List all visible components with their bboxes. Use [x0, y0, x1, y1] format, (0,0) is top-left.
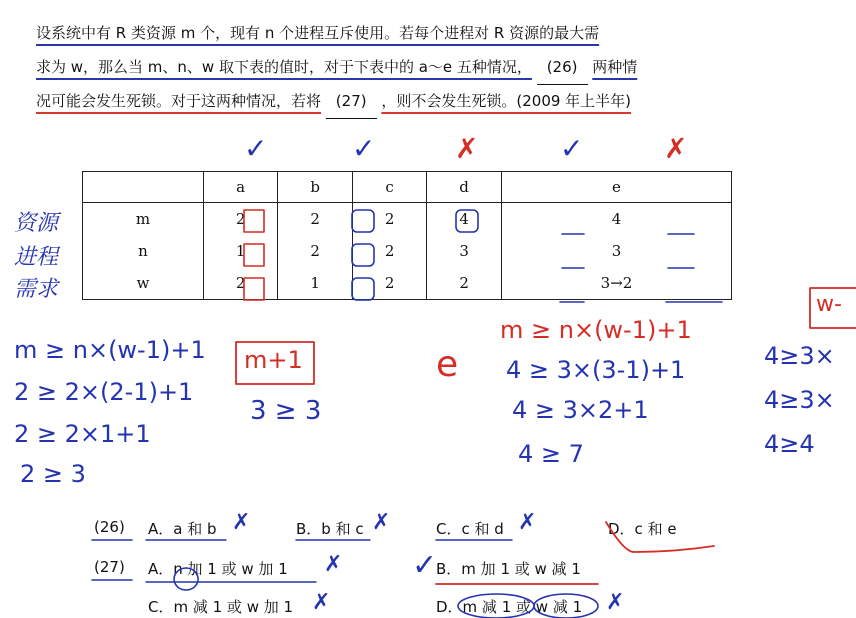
q26-option-b: B．b 和 c: [296, 520, 364, 538]
q26-option-d: D．c 和 e: [608, 520, 677, 538]
row-label-m: m: [135, 210, 151, 228]
question-paragraph: [36, 16, 796, 118]
q27-d-cross: ✗: [606, 590, 625, 615]
col-header-d: d: [427, 172, 502, 203]
blank-26: (26): [537, 50, 588, 85]
mark-a: ✓: [244, 132, 268, 165]
blank-27: (27): [326, 84, 377, 119]
table-corner: [83, 172, 204, 203]
cell-b-w: 1: [310, 274, 320, 292]
q27-a-cross: ✗: [324, 552, 343, 577]
cell-c-m: 2: [384, 210, 395, 228]
question-line-2: [36, 50, 796, 84]
hand-calc-right-2: 4 ≥ 3×2+1: [512, 396, 649, 424]
cell-d-m: 4: [459, 210, 469, 228]
hand-label-e: e: [436, 344, 459, 385]
col-c-values: [352, 203, 426, 300]
q27-option-a: A．n 加 1 或 w 加 1: [148, 560, 288, 578]
cell-c-n: 2: [384, 242, 395, 260]
hand-calc-left-3: 2 ≥ 3: [20, 460, 86, 488]
cell-a-n: 1: [235, 242, 246, 260]
row-label-n: n: [138, 242, 148, 260]
cell-c-w: 2: [384, 274, 395, 292]
q26-option-c: C．c 和 d: [436, 520, 504, 538]
q27-number: (27): [94, 558, 125, 576]
cell-a-w: 2: [235, 274, 246, 292]
question-text-1: 设系统中有 R 类资源 m 个，现有 n 个进程互斥使用。若每个进程对 R 资源的最大需: [36, 24, 600, 42]
question-line-3: [36, 84, 796, 118]
hand-calc-left-1: 2 ≥ 2×(2-1)+1: [14, 378, 194, 406]
mark-d: ✓: [560, 132, 584, 165]
col-a-values: [204, 203, 278, 300]
hand-formula-left: m ≥ n×(w-1)+1: [14, 336, 206, 364]
cell-b-m: 2: [310, 210, 320, 228]
hand-calc-left-2: 2 ≥ 2×1+1: [14, 420, 151, 448]
hand-edge-2: 4≥3×: [764, 386, 835, 414]
cell-a-m: 2: [235, 210, 246, 228]
hand-boxed-note: m+1: [244, 346, 303, 374]
col-header-e: e: [501, 172, 731, 203]
mark-e: ✗: [664, 132, 688, 165]
q27-option-c: C．m 减 1 或 w 加 1: [148, 598, 294, 616]
col-header-c: c: [352, 172, 426, 203]
question-text-3a: 况可能会发生死锁。对于这两种情况，若将: [36, 92, 322, 110]
q27-b-check: ✓: [412, 548, 438, 583]
col-header-a: a: [204, 172, 278, 203]
col-b-values: [278, 203, 353, 300]
hand-edge-box: w-: [816, 292, 842, 317]
question-text-2a: 求为 w，那么当 m、n、w 取下表的值时，对于下表中的 a～e 五种情况，: [36, 58, 532, 76]
q27-option-d: D．m 减 1 或 w 减 1: [436, 598, 583, 616]
resource-table: [82, 171, 732, 300]
mark-c: ✗: [455, 132, 479, 165]
cell-e-n: 3: [611, 242, 622, 260]
q27-c-cross: ✗: [312, 590, 331, 615]
hand-formula-right: m ≥ n×(w-1)+1: [500, 316, 692, 344]
hand-calc-right-1: 4 ≥ 3×(3-1)+1: [506, 356, 686, 384]
hand-edge-3: 4≥4: [764, 430, 815, 458]
table-header-row: [83, 172, 732, 203]
hand-edge-1: 4≥3×: [764, 342, 835, 370]
q27-option-b: B．m 加 1 或 w 减 1: [436, 560, 581, 578]
q26-b-cross: ✗: [372, 510, 391, 535]
col-e-values: [501, 203, 731, 300]
mark-b: ✓: [352, 132, 376, 165]
question-line-1: [36, 16, 796, 50]
col-header-b: b: [278, 172, 353, 203]
cell-d-n: 3: [459, 242, 469, 260]
q26-number: (26): [94, 518, 125, 536]
hand-side-label-2: 进程: [14, 245, 59, 270]
row-label-w: w: [136, 274, 150, 292]
hand-side-label-3: 需求: [14, 277, 59, 302]
cell-d-w: 2: [459, 274, 469, 292]
cell-b-n: 2: [310, 242, 320, 260]
q26-option-a: A．a 和 b: [148, 520, 217, 538]
q26-c-cross: ✗: [518, 510, 537, 535]
cell-e-m: 4: [611, 210, 622, 228]
hand-calc-right-3: 4 ≥ 7: [518, 440, 584, 468]
table-body-row: [83, 203, 732, 300]
col-d-values: [427, 203, 502, 300]
row-labels: [83, 203, 204, 300]
question-text-3b: ，则不会发生死锁。(2009 年上半年): [381, 92, 632, 110]
hand-side-label-1: 资源: [14, 211, 59, 236]
cell-e-w: 3→2: [600, 274, 633, 292]
question-text-2b: 两种情: [592, 58, 638, 76]
hand-calc-mid: 3 ≥ 3: [250, 396, 322, 426]
q26-a-cross: ✗: [232, 510, 251, 535]
